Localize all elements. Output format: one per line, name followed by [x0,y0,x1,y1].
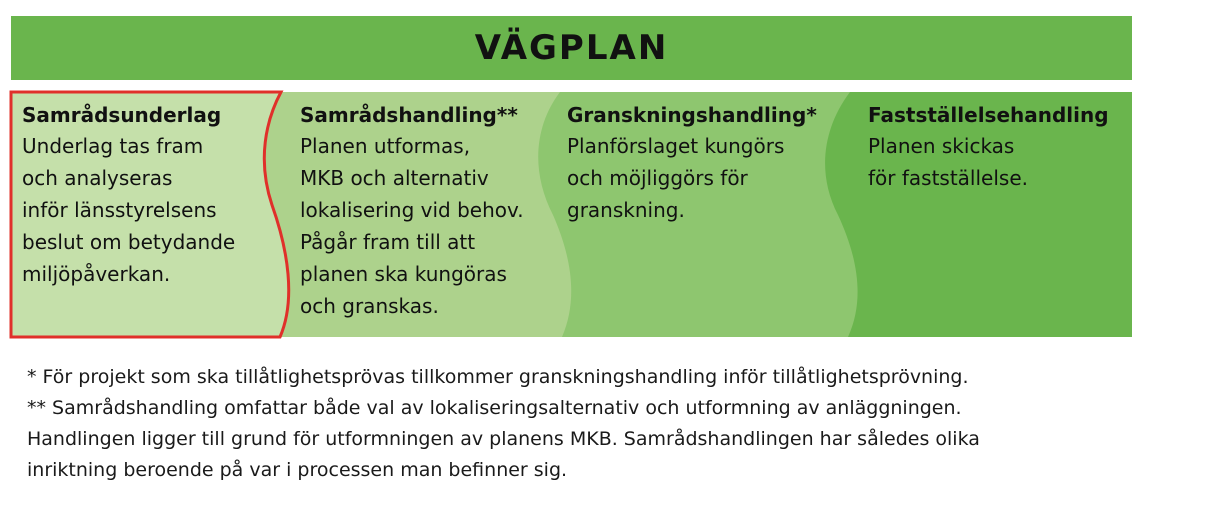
footnotes [27,362,1177,486]
stage-title: Fastställelsehandling [868,103,1109,127]
stage-line: MKB och alternativ [300,166,489,190]
stage-line: lokalisering vid behov. [300,198,524,222]
footnote: inriktning beroende på var i processen man befinner sig. [27,459,568,481]
stage-line: och analyseras [22,166,173,190]
stage-line: Planen skickas [868,134,1015,158]
footnote: Handlingen ligger till grund för utformningen av planens MKB. Samrådshandlingen har således olika [27,428,980,450]
stage-line: planen ska kungöras [300,262,507,286]
stage-line: och möjliggörs för [567,166,748,190]
stage-line: inför länsstyrelsens [22,198,217,222]
stage-title: Samrådsunderlag [22,103,222,127]
stage-description [22,130,267,290]
stage-faststallelsehandling [868,100,1128,194]
stage-line: beslut om betydande [22,230,236,254]
stage-line: och granskas. [300,294,439,318]
stage-granskningshandling [567,100,827,226]
footnote: * För projekt som ska tillåtlighetsprövas tillkommer granskningshandling inför tillåtlighetsprövning. [27,366,969,388]
stage-description [567,130,827,226]
stage-line: för fastställelse. [868,166,1028,190]
stage-line: Planförslaget kungörs [567,134,785,158]
stage-line: miljöpåverkan. [22,262,171,286]
stage-samradsunderlag [22,100,267,290]
stage-description [300,130,560,322]
stage-line: Planen utformas, [300,134,471,158]
stage-title: Samrådshandling** [300,103,518,127]
stage-samradshandling [300,100,560,322]
stage-title: Granskningshandling* [567,103,817,127]
stage-line: granskning. [567,198,685,222]
banner-title: VÄGPLAN [474,28,669,68]
stage-description [868,130,1128,194]
stage-line: Pågår fram till att [300,230,476,254]
stage-line: Underlag tas fram [22,134,204,158]
footnote: ** Samrådshandling omfattar både val av lokaliseringsalternativ och utformning av anläggningen. [27,397,962,419]
